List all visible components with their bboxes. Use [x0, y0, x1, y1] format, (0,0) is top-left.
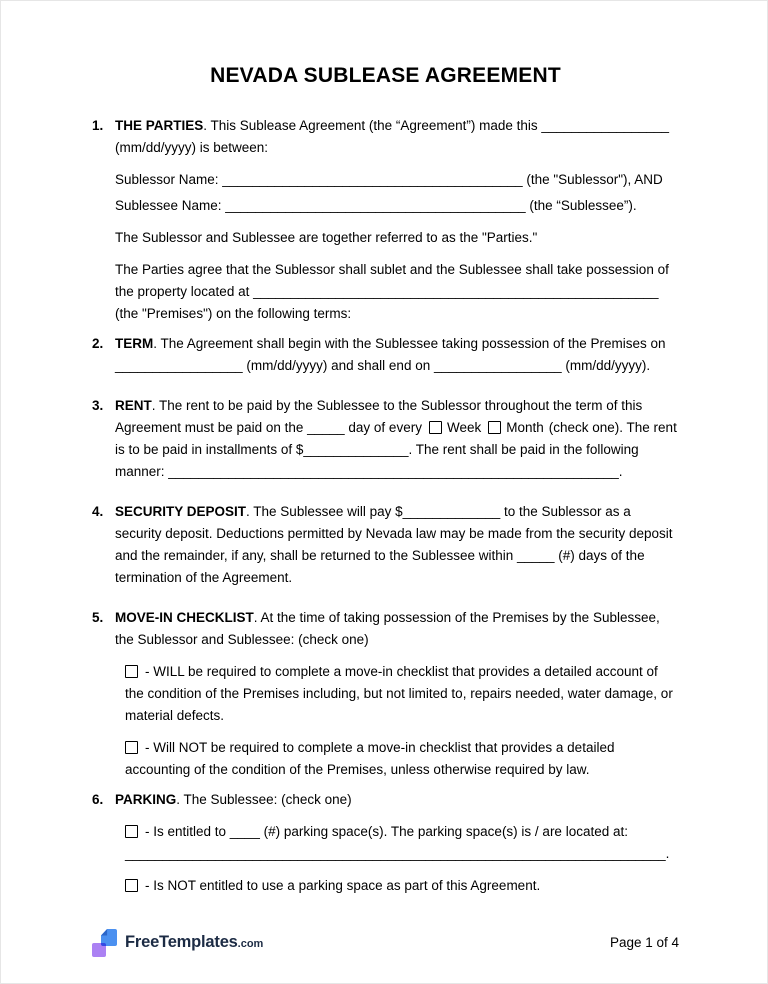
month-checkbox-label: Month: [506, 420, 544, 435]
parking-intro-text: . The Sublessee: (check one): [176, 792, 352, 807]
option-text: - Is NOT entitled to use a parking space as part of this Agreement.: [145, 878, 541, 893]
section-number: 6.: [92, 792, 104, 807]
freetemplates-logo-icon: [92, 929, 117, 957]
rent-text-before: . The rent to be paid by the Sublessee to the Sublessor throughout the term of this Agreement must be paid on the _____ day of every: [115, 398, 643, 435]
parking-intro-paragraph: [115, 789, 679, 811]
will-checklist-checkbox[interactable]: [125, 665, 138, 678]
option-will-checklist: [125, 661, 679, 727]
parties-intro-text: . This Sublease Agreement (the “Agreement”) made this _________________ (mm/dd/yyyy) is between:: [115, 118, 670, 155]
option-text: - Will NOT be required to complete a move-in checklist that provides a detailed accounting of the condition of the Premises, unless otherwise required by law.: [125, 740, 615, 777]
section-number: 2.: [92, 336, 104, 351]
sublessor-name-line: Sublessor Name: ________________________________________ (the "Sublessor"), AND: [115, 172, 663, 187]
section-number: 5.: [92, 610, 104, 625]
page-title: NEVADA SUBLEASE AGREEMENT: [210, 64, 561, 87]
brand-wordmark: [125, 932, 263, 954]
rent-text-after: (check one). The rent is to be paid in installments of $______________. The rent shall be paid in the following manner: ____________________________________________________________.: [115, 420, 677, 479]
parties-intro-paragraph: [115, 115, 679, 159]
page-number: Page 1 of 4: [609, 935, 679, 950]
security-deposit-paragraph: [115, 501, 679, 589]
move-in-intro-text: . At the time of taking possession of the Premises by the Sublessee, the Sublessor and Sublessee: (check one): [115, 610, 660, 647]
section-heading: TERM: [115, 336, 154, 351]
brand-name: FreeTemplates: [125, 933, 238, 951]
section-parties: [92, 115, 679, 325]
parking-not-entitled-checkbox[interactable]: [125, 879, 138, 892]
security-deposit-text: . The Sublessee will pay $_____________ to the Sublessor as a security deposit. Deductions permitted by Nevada law may be made from the security deposit and the remainder, if any, shall be returned to the Sublessee within _____ (#) days of the termination of the Agreement.: [115, 504, 673, 585]
section-number: 3.: [92, 398, 104, 413]
parking-entitled-checkbox[interactable]: [125, 825, 138, 838]
will-not-checklist-checkbox[interactable]: [125, 741, 138, 754]
section-term: [92, 333, 679, 387]
section-heading: THE PARTIES: [115, 118, 204, 133]
section-heading: MOVE-IN CHECKLIST: [115, 610, 254, 625]
week-checkbox[interactable]: [429, 421, 442, 434]
section-security-deposit: [92, 501, 679, 599]
term-text: . The Agreement shall begin with the Sublessee taking possession of the Premises on _________________ (mm/dd/yyyy) and shall end on _________________ (mm/dd/yyyy).: [115, 336, 666, 373]
footer: [92, 929, 679, 957]
agreement-paragraph: The Parties agree that the Sublessor shall sublet and the Sublessee shall take possession of the property located at ______________________________________________________ (the "Premises") on the following terms:: [115, 262, 669, 321]
option-will-not-checklist: [125, 737, 679, 781]
section-move-in-checklist: [92, 607, 679, 781]
sublessee-name-line: Sublessee Name: ________________________________________ (the “Sublessee”).: [115, 198, 637, 213]
section-heading: SECURITY DEPOSIT: [115, 504, 247, 519]
option-parking-entitled: [125, 821, 679, 865]
freetemplates-brand[interactable]: [92, 929, 263, 957]
parties-reference-line: The Sublessor and Sublessee are together referred to as the "Parties.": [115, 230, 538, 245]
term-paragraph: [115, 333, 679, 377]
section-rent: [92, 395, 679, 493]
purple-square-shape: [92, 943, 106, 957]
month-checkbox[interactable]: [488, 421, 501, 434]
option-parking-not-entitled: [125, 875, 679, 897]
option-text: - Is entitled to ____ (#) parking space(s). The parking space(s) is / are located at: ________________________________________________________________________.: [125, 824, 670, 861]
option-text: - WILL be required to complete a move-in checklist that provides a detailed account of the condition of the Premises including, but not limited to, repairs needed, water damage, or material defects.: [125, 664, 673, 723]
move-in-intro-paragraph: [115, 607, 679, 651]
section-heading: PARKING: [115, 792, 177, 807]
section-number: 4.: [92, 504, 104, 519]
brand-suffix: .com: [237, 938, 264, 950]
section-parking: [92, 789, 679, 897]
section-heading: RENT: [115, 398, 152, 413]
week-checkbox-label: Week: [446, 420, 482, 435]
section-number: 1.: [92, 118, 104, 133]
rent-paragraph: [115, 395, 679, 483]
